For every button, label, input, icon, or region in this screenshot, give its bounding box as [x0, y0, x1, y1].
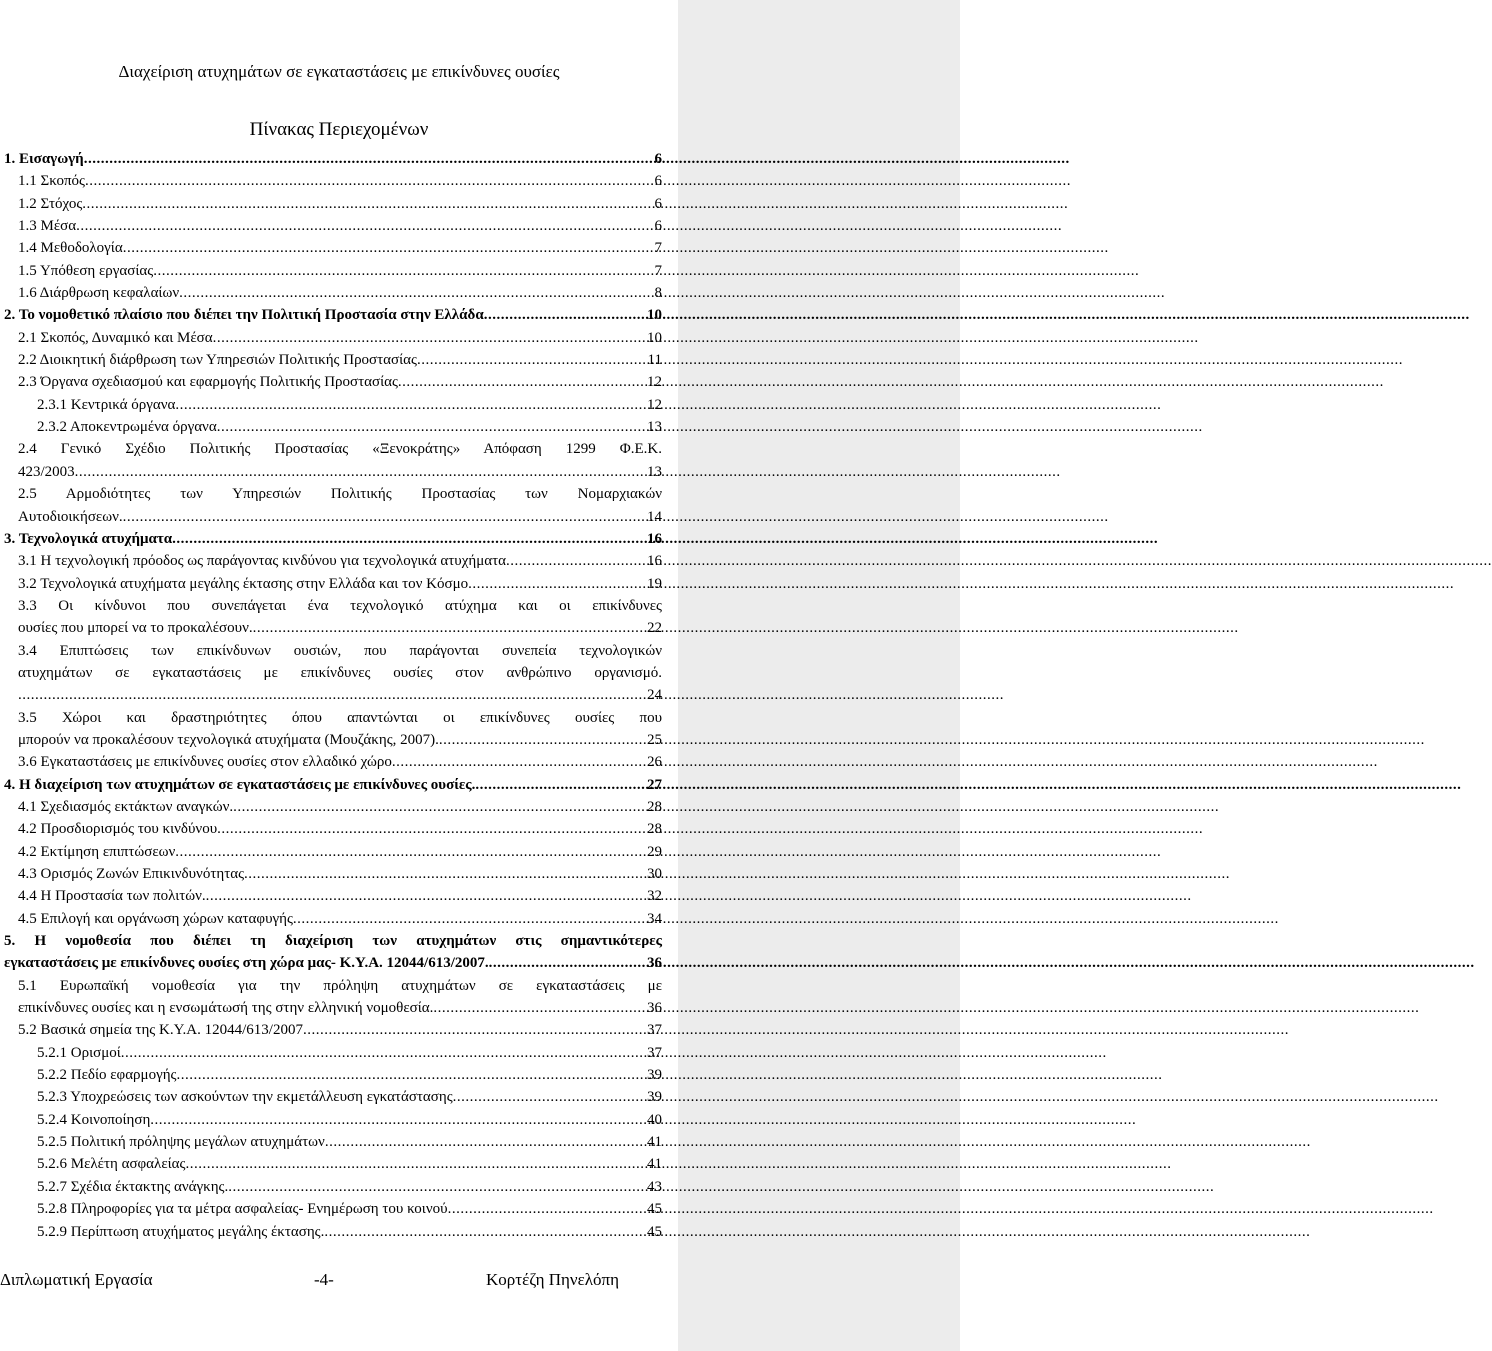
toc-page-number: 25	[647, 731, 662, 748]
toc-page-number: 8	[654, 285, 662, 302]
toc-entry[interactable]	[4, 1064, 662, 1086]
toc-entry-title: 4.5 Επιλογή και οργάνωση χώρων καταφυγής	[18, 910, 293, 927]
dot-leader	[172, 528, 647, 550]
toc-entry[interactable]	[4, 170, 662, 192]
toc-page-number: 34	[647, 910, 662, 927]
dot-leader	[153, 260, 654, 282]
toc-entry-title: 5.2.3 Υποχρεώσεις των ασκούντων την εκμετάλλευση εγκατάστασης	[37, 1089, 453, 1106]
toc-entry-title: 1.6 Διάρθρωση κεφαλαίων	[18, 285, 180, 302]
toc-entry[interactable]	[4, 841, 662, 863]
toc-page-number: 7	[654, 262, 662, 279]
toc-entry[interactable]	[4, 1086, 662, 1108]
toc-page-number: 19	[647, 575, 662, 592]
toc-entry-title: 4.4 Η Προστασία των πολιτών.	[18, 888, 206, 905]
toc-entry-title: 3.1 Η τεχνολογική πρόοδος ως παράγοντας κινδύνου για τεχνολογικά ατυχήματα	[18, 553, 507, 570]
toc-page-number: 40	[647, 1111, 662, 1128]
dot-leader	[448, 1198, 647, 1220]
toc-entry[interactable]	[4, 148, 662, 170]
toc-entry-title: 5.2 Βασικά σημεία της Κ.Υ.Α. 12044/613/2007	[18, 1022, 303, 1039]
toc-page-number: 37	[647, 1044, 662, 1061]
toc-page-number: 14	[647, 508, 662, 525]
dot-leader	[179, 282, 654, 304]
toc-entry-title: επικίνδυνες ουσίες και η ενσωμάτωσή της στην ελληνική νομοθεσία.	[18, 1000, 434, 1017]
dot-leader	[453, 1086, 647, 1108]
toc-page-number: 6	[654, 151, 662, 167]
toc-page-number: 13	[647, 463, 662, 480]
dot-leader	[489, 952, 647, 974]
table-of-contents	[4, 148, 662, 1243]
toc-page-number: 43	[647, 1178, 662, 1195]
toc-entry-text-line: 5. Η νομοθεσία που διέπει τη διαχείριση των ατυχημάτων στις σημαντικότερες	[4, 933, 662, 950]
toc-entry-title: 1.3 Μέσα	[18, 218, 77, 235]
toc-entry-title: 3.2 Τεχνολογικά ατυχήματα μεγάλης έκτασης στην Ελλάδα και τον Κόσμο	[18, 575, 469, 592]
toc-entry-title: 5.2.6 Μελέτη ασφαλείας	[37, 1156, 186, 1173]
dot-leader	[150, 1109, 647, 1131]
toc-page-number: 13	[647, 419, 662, 436]
toc-entry-title: εγκαταστάσεις με επικίνδυνες ουσίες στη χώρα μας- Κ.Υ.Α. 12044/613/2007.	[4, 955, 489, 972]
toc-page-number: 29	[647, 843, 662, 860]
dot-leader	[175, 841, 647, 863]
dot-leader	[213, 327, 647, 349]
toc-entry[interactable]	[4, 1153, 662, 1175]
toc-entry-title: 2.2 Διοικητική διάρθρωση των Υπηρεσιών Πολιτικής Προστασίας	[18, 352, 417, 369]
toc-entry[interactable]	[4, 483, 662, 528]
toc-page-number: 28	[647, 821, 662, 838]
toc-entry[interactable]	[4, 349, 662, 371]
toc-entry-title: 1.5 Υπόθεση εργασίας	[18, 262, 154, 279]
toc-entry-title: 2. Το νομοθετικό πλαίσιο που διέπει την Πολιτική Προστασία στην Ελλάδα	[4, 307, 484, 324]
dot-leader	[18, 684, 647, 706]
dot-leader	[484, 304, 647, 326]
dot-leader	[475, 774, 647, 796]
dot-leader	[206, 885, 647, 907]
toc-entry-title: 4.1 Σχεδιασμός εκτάκτων αναγκών.	[18, 798, 234, 815]
toc-entry-text-line: 3.5 Χώροι και δραστηριότητες όπου απαντώνται οι επικίνδυνες ουσίες που	[18, 709, 662, 726]
toc-entry[interactable]	[4, 1221, 662, 1243]
dot-leader	[468, 573, 647, 595]
toc-entry[interactable]	[4, 394, 662, 416]
toc-entry[interactable]	[4, 371, 662, 393]
dot-leader	[324, 1221, 647, 1243]
toc-page-number: 22	[647, 620, 662, 637]
toc-entry-title: 1. Εισαγωγή	[4, 151, 84, 167]
toc-page-number: 27	[647, 776, 662, 793]
toc-page-number: 45	[647, 1223, 662, 1240]
toc-entry[interactable]	[4, 1109, 662, 1131]
toc-entry-text-line: 3.3 Οι κίνδυνοι που συνεπάγεται ένα τεχνολογικό ατύχημα και οι επικίνδυνες	[18, 597, 662, 614]
toc-page-number: 6	[654, 195, 662, 212]
toc-page-number: 6	[654, 218, 662, 235]
dot-leader	[177, 1064, 648, 1086]
toc-page-number: 28	[647, 798, 662, 815]
toc-entry[interactable]	[4, 282, 662, 304]
toc-page-number: 24	[647, 687, 662, 704]
toc-page-number: 6	[654, 173, 662, 190]
dot-leader	[439, 729, 647, 751]
toc-title: Πίνακας Περιεχομένων	[249, 119, 429, 140]
dot-leader	[506, 550, 647, 572]
dot-leader	[392, 751, 647, 773]
toc-page-number: 16	[647, 530, 662, 547]
toc-entry-title: 5.2.5 Πολιτική πρόληψης μεγάλων ατυχημάτων	[37, 1134, 325, 1151]
toc-entry-title: 2.1 Σκοπός, Δυναμικό και Μέσα	[18, 329, 213, 346]
toc-entry[interactable]	[4, 595, 662, 640]
toc-page-number: 41	[647, 1156, 662, 1173]
dot-leader	[303, 1019, 647, 1041]
toc-entry-title: 5.2.9 Περίπτωση ατυχήματος μεγάλης έκτασης.	[37, 1223, 325, 1240]
toc-entry[interactable]	[4, 930, 662, 975]
toc-page-number: 32	[647, 888, 662, 905]
toc-entry[interactable]	[4, 573, 662, 595]
toc-entry[interactable]	[4, 260, 662, 282]
toc-entry[interactable]	[4, 863, 662, 885]
toc-entry-title: ουσίες που μπορεί να το προκαλέσουν.	[18, 620, 253, 637]
toc-page-number: 10	[647, 329, 662, 346]
dot-leader	[185, 1153, 647, 1175]
toc-entry-title: 1.2 Στόχος	[18, 195, 83, 212]
toc-page-number: 39	[647, 1089, 662, 1106]
toc-entry-title: Αυτοδιοικήσεων.	[18, 508, 123, 525]
toc-entry[interactable]	[4, 438, 662, 483]
toc-entry[interactable]	[4, 1019, 662, 1041]
toc-entry[interactable]	[4, 237, 662, 259]
dot-leader	[228, 1176, 647, 1198]
toc-entry-title: 2.3.1 Κεντρικά όργανα	[37, 396, 176, 413]
toc-entry[interactable]	[4, 1131, 662, 1153]
toc-entry-text-line: 5.1 Ευρωπαϊκή νομοθεσία για την πρόληψη ατυχημάτων σε εγκαταστάσεις με	[18, 977, 662, 994]
toc-entry[interactable]	[4, 327, 662, 349]
dot-leader	[233, 796, 647, 818]
dot-leader	[433, 997, 647, 1019]
page-number: -4-	[314, 1270, 334, 1289]
toc-page-number: 41	[647, 1134, 662, 1151]
dot-leader	[217, 416, 647, 438]
toc-entry-title: μπορούν να προκαλέσουν τεχνολογικά ατυχήματα (Μουζάκης, 2007).	[18, 731, 439, 748]
dot-leader	[85, 170, 655, 192]
dot-leader	[253, 617, 647, 639]
toc-page-number: 10	[647, 307, 662, 324]
dot-leader	[417, 349, 648, 371]
toc-entry[interactable]	[4, 796, 662, 818]
dot-leader	[244, 863, 647, 885]
toc-entry[interactable]	[4, 975, 662, 1020]
running-header: Διαχείριση ατυχημάτων σε εγκαταστάσεις με επικίνδυνες ουσίες	[118, 62, 560, 81]
toc-entry-title: 4.2 Προσδιορισμός του κινδύνου	[18, 821, 218, 838]
toc-entry-text-line: ατυχημάτων σε εγκαταστάσεις με επικίνδυνες ουσίες στον ανθρώπινο οργανισμό.	[18, 664, 662, 681]
dot-leader	[121, 1042, 647, 1064]
toc-entry-title: 5.2.1 Ορισμοί	[37, 1044, 121, 1061]
toc-entry-title: 3.6 Εγκαταστάσεις με επικίνδυνες ουσίες στον ελλαδικό χώρο	[18, 754, 392, 771]
toc-entry[interactable]	[4, 1176, 662, 1198]
dot-leader	[398, 371, 647, 393]
toc-entry-title: 4.2 Εκτίμηση επιπτώσεων	[18, 843, 176, 860]
toc-entry-title: 5.2.2 Πεδίο εφαρμογής	[37, 1067, 177, 1084]
footer-author: Κορτέζη Πηνελόπη	[486, 1270, 619, 1289]
toc-entry[interactable]	[4, 818, 662, 840]
toc-entry[interactable]	[4, 528, 662, 550]
toc-entry-text-line: 3.4 Επιπτώσεις των επικίνδυνων ουσιών, που παράγονται συνεπεία τεχνολογικών	[18, 642, 662, 659]
toc-page-number: 30	[647, 866, 662, 882]
toc-page-number: 16	[647, 553, 662, 570]
toc-entry-text-line: 2.4 Γενικό Σχέδιο Πολιτικής Προστασίας «Ξενοκράτης» Απόφαση 1299 Φ.Ε.Κ.	[18, 441, 662, 458]
toc-entry-title: 4. Η διαχείριση των ατυχημάτων σε εγκαταστάσεις με επικίνδυνες ουσίες.	[4, 776, 476, 793]
toc-entry-text-line: 2.5 Αρμοδιότητες των Υπηρεσιών Πολιτικής Προστασίας των Νομαρχιακών	[18, 486, 662, 503]
toc-page-number: 39	[647, 1067, 662, 1084]
toc-entry[interactable]	[4, 1198, 662, 1220]
toc-entry-title: 423/2003	[18, 463, 75, 480]
toc-page-number: 12	[647, 396, 662, 413]
dot-leader	[175, 394, 647, 416]
toc-page-number: 11	[647, 352, 662, 369]
toc-entry[interactable]	[4, 774, 662, 796]
toc-entry-title: 5.2.8 Πληροφορίες για τα μέτρα ασφαλείας- Ενημέρωση του κοινού	[37, 1201, 448, 1218]
toc-page-number: 26	[647, 754, 662, 771]
toc-entry[interactable]	[4, 416, 662, 438]
dot-leader	[123, 237, 655, 259]
toc-entry[interactable]	[4, 751, 662, 773]
toc-entry-title: 5.2.7 Σχέδια έκτακτης ανάγκης.	[37, 1178, 229, 1195]
dot-leader	[123, 506, 647, 528]
dot-leader	[84, 148, 655, 170]
toc-entry-title: 4.3 Ορισμός Ζωνών Επικινδυνότητας	[18, 866, 245, 882]
toc-entry-title: 2.3.2 Αποκεντρωμένα όργανα	[37, 419, 217, 436]
toc-entry[interactable]	[4, 550, 662, 572]
dot-leader	[75, 461, 647, 483]
dot-leader	[217, 818, 647, 840]
toc-entry-title: 1.1 Σκοπός	[18, 173, 85, 190]
toc-entry[interactable]	[4, 304, 662, 326]
toc-entry-title: 1.4 Μεθοδολογία	[18, 240, 123, 257]
toc-entry[interactable]	[4, 908, 662, 930]
toc-page-number: 37	[647, 1022, 662, 1039]
toc-entry-title: 5.2.4 Κοινοποίηση	[37, 1111, 151, 1128]
toc-page-number: 45	[647, 1201, 662, 1218]
dot-leader	[325, 1131, 647, 1153]
dot-leader	[76, 215, 654, 237]
toc-page-number: 7	[654, 240, 662, 257]
dot-leader	[293, 908, 647, 930]
toc-page-number: 36	[647, 1000, 662, 1017]
toc-entry[interactable]	[4, 707, 662, 752]
toc-entry[interactable]	[4, 885, 662, 907]
toc-page-number: 12	[647, 374, 662, 391]
dot-leader	[82, 193, 654, 215]
toc-entry[interactable]	[4, 640, 662, 707]
toc-entry[interactable]	[4, 193, 662, 215]
toc-page-number: 36	[647, 955, 662, 972]
toc-entry-title: 2.3 Όργανα σχεδιασμού και εφαρμογής Πολιτικής Προστασίας	[18, 374, 398, 391]
footer-thesis-label: Διπλωματική Εργασία	[0, 1270, 153, 1289]
toc-entry[interactable]	[4, 1042, 662, 1064]
toc-entry[interactable]	[4, 215, 662, 237]
toc-entry-title: 3. Τεχνολογικά ατυχήματα	[4, 530, 173, 547]
